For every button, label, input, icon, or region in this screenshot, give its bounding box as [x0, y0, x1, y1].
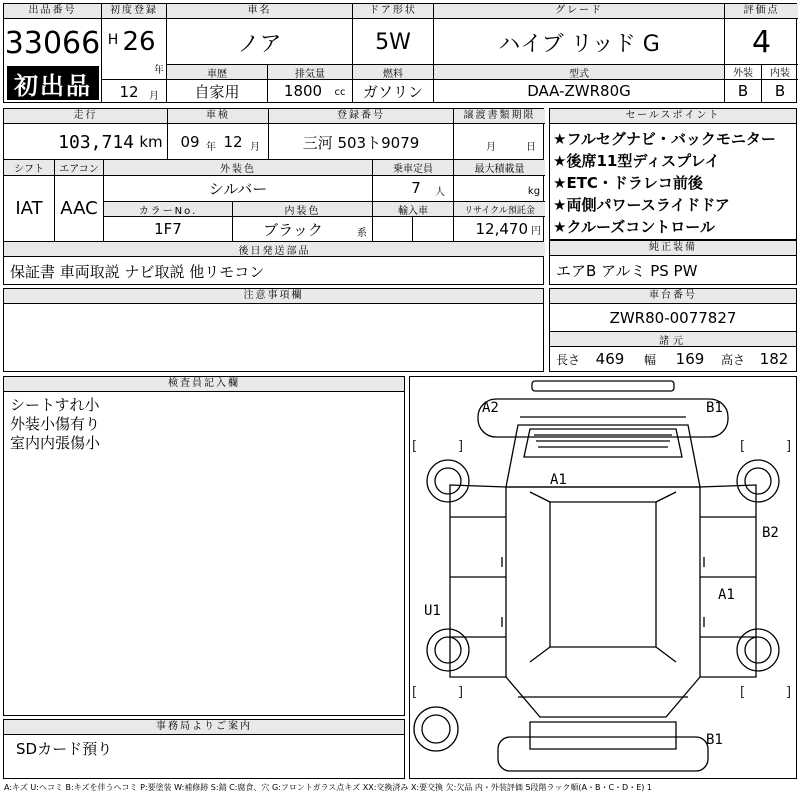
damage-mark-u1-left: U1: [424, 603, 441, 619]
inspector-line-3: 室内内張傷小: [10, 434, 101, 452]
sales-point-4: ★両側パワースライドドア: [553, 196, 730, 214]
damage-mark-a2-top-left: A2: [482, 400, 499, 416]
inspection-year: 09: [180, 133, 200, 151]
bracket-marker: [: [412, 439, 418, 454]
sales-point-3: ★ETC・ドラレコ前後: [553, 174, 703, 192]
ac: AAC: [60, 197, 98, 219]
legend: A:キズ U:ヘコミ B:キズを伴うヘコミ P:要塗装 W:補修跡 S:錆 C:腐食、穴 G:フロントガラス点キズ XX:交換済み X:要交換 欠:欠品 内・外装評価 5段階ラック順(A・B・C・D・E) 1: [4, 783, 653, 792]
width-value: 169: [675, 350, 705, 368]
damage-mark-a1-hood: A1: [550, 472, 567, 488]
bracket-marker: ]: [786, 685, 792, 700]
model-code: DAA-ZWR80G: [527, 82, 631, 100]
shift-label: シフト: [4, 160, 54, 175]
width-label: 幅: [643, 352, 656, 367]
inspector-label: 検査員記入欄: [4, 377, 404, 392]
bracket-marker: ]: [458, 439, 464, 454]
lot-number: 33066: [4, 25, 101, 61]
mileage: 103,714: [58, 131, 134, 153]
inspection-label: 車検: [168, 109, 268, 124]
inspector-line-2: 外装小傷有り: [10, 415, 101, 433]
recycle-label: リサイクル預託金: [454, 202, 545, 216]
interior-grade: B: [774, 82, 786, 100]
grade-label: グレード: [434, 4, 724, 19]
first-listing-badge: 初出品: [7, 66, 99, 100]
height-label: 高さ: [720, 352, 745, 367]
height-value: 182: [759, 350, 789, 368]
mileage-label: 走行: [4, 109, 167, 124]
office-label: 事務局よりご案内: [4, 720, 404, 735]
inspector-line-1: シートすれ小: [10, 396, 100, 414]
bracket-marker: [: [740, 439, 746, 454]
recycle-unit: 円: [531, 225, 541, 237]
int-color: ブラック: [263, 220, 323, 239]
office-box: [3, 719, 405, 779]
inspection-month: 12: [223, 133, 243, 151]
color-no-label: カラーNo.: [104, 202, 232, 216]
length-value: 469: [595, 350, 625, 368]
chassis-box: [549, 288, 797, 372]
plate: 三河 503ト9079: [302, 133, 420, 152]
lot-label: 出品番号: [4, 4, 101, 19]
damage-mark-a1-right: A1: [718, 587, 735, 603]
int-color-unit: 系: [357, 227, 367, 239]
ac-label: エアコン: [55, 160, 103, 175]
inspection-year-unit: 年: [206, 141, 216, 153]
shift: IAT: [15, 197, 43, 219]
transfer-month-unit: 月: [486, 141, 496, 153]
chassis-number: ZWR80-0077827: [609, 309, 737, 327]
later-parts-label: 後日発送部品: [4, 242, 545, 256]
recycle-amount: 12,470: [475, 220, 528, 238]
notes-box: [3, 288, 544, 372]
reg-month-unit: 月: [149, 90, 159, 102]
bracket-marker: ]: [458, 685, 464, 700]
bracket-marker: [: [740, 685, 746, 700]
transfer-label: 譲渡書類期限: [454, 109, 545, 124]
capacity: 7: [411, 179, 421, 197]
score-label: 評価点: [725, 4, 798, 19]
model-code-label: 型式: [434, 65, 724, 79]
reg-year: 26: [122, 27, 156, 57]
damage-mark-b1-top-right: B1: [706, 400, 723, 416]
history: 自家用: [194, 82, 240, 101]
bracket-marker: ]: [786, 439, 792, 454]
chassis-label: 車台番号: [550, 289, 796, 304]
office-text: SDカード預り: [16, 740, 113, 758]
sales-points-label: セールスポイント: [550, 109, 796, 124]
reg-year-unit: 年: [154, 64, 164, 76]
interior-label: 内装: [770, 68, 790, 79]
length-label: 長さ: [555, 352, 580, 367]
car-diagram: [410, 377, 796, 778]
load-label: 最大積載量: [454, 160, 545, 175]
capacity-unit: 人: [435, 186, 445, 198]
sales-point-5: ★クルーズコントロール: [553, 218, 715, 236]
equipment-label: 純正装備: [550, 241, 796, 256]
ext-color-label: 外装色: [104, 160, 372, 175]
car-diagram-box: [409, 376, 797, 779]
plate-label: 登録番号: [269, 109, 453, 124]
load-unit: kg: [527, 185, 541, 197]
fuel-label: 燃料: [353, 65, 433, 79]
door-label: ドア形状: [353, 4, 433, 19]
mileage-unit: km: [139, 133, 163, 151]
import-label: 輸入車: [373, 202, 453, 216]
damage-mark-b2-right: B2: [762, 525, 779, 541]
first-reg-label: 初度登録: [102, 4, 166, 19]
fuel: ガソリン: [362, 82, 423, 101]
header-box: [3, 3, 797, 103]
door-type: 5W: [375, 29, 411, 55]
equipment-box: [549, 240, 797, 285]
int-color-label: 内装色: [233, 202, 372, 216]
bracket-marker: [: [412, 685, 418, 700]
ext-color: シルバー: [208, 179, 268, 198]
equipment-value: エアB アルミ PS PW: [556, 261, 698, 280]
car-name: ノア: [237, 31, 282, 57]
sales-points-box: [549, 108, 797, 240]
score: 4: [751, 24, 772, 60]
later-parts: 保証書 車両取説 ナビ取説 他リモコン: [10, 262, 265, 281]
inspector-box: [3, 376, 405, 716]
sales-point-1: ★フルセグナビ・バックモニター: [553, 130, 776, 148]
notes-label: 注意事項欄: [4, 289, 543, 304]
inspection-month-unit: 月: [250, 141, 260, 153]
exterior-grade: B: [737, 82, 749, 100]
era: H: [107, 32, 119, 48]
dims-label: 諸元: [550, 332, 796, 346]
exterior-label: 外装: [733, 68, 753, 79]
history-label: 車歴: [167, 65, 267, 79]
sales-point-2: ★後席11型ディスプレイ: [553, 152, 720, 170]
damage-mark-b1-bottom: B1: [706, 732, 723, 748]
details-box: [3, 108, 544, 285]
car-name-label: 車名: [167, 4, 352, 19]
color-no: 1F7: [154, 220, 182, 238]
displacement: 1800: [283, 82, 323, 100]
displacement-unit: cc: [334, 86, 346, 98]
reg-month: 12: [119, 83, 139, 101]
capacity-label: 乗車定員: [373, 160, 453, 175]
displacement-label: 排気量: [268, 65, 352, 79]
grade: ハイブ リッド G: [498, 31, 660, 57]
transfer-day-unit: 日: [526, 141, 536, 153]
